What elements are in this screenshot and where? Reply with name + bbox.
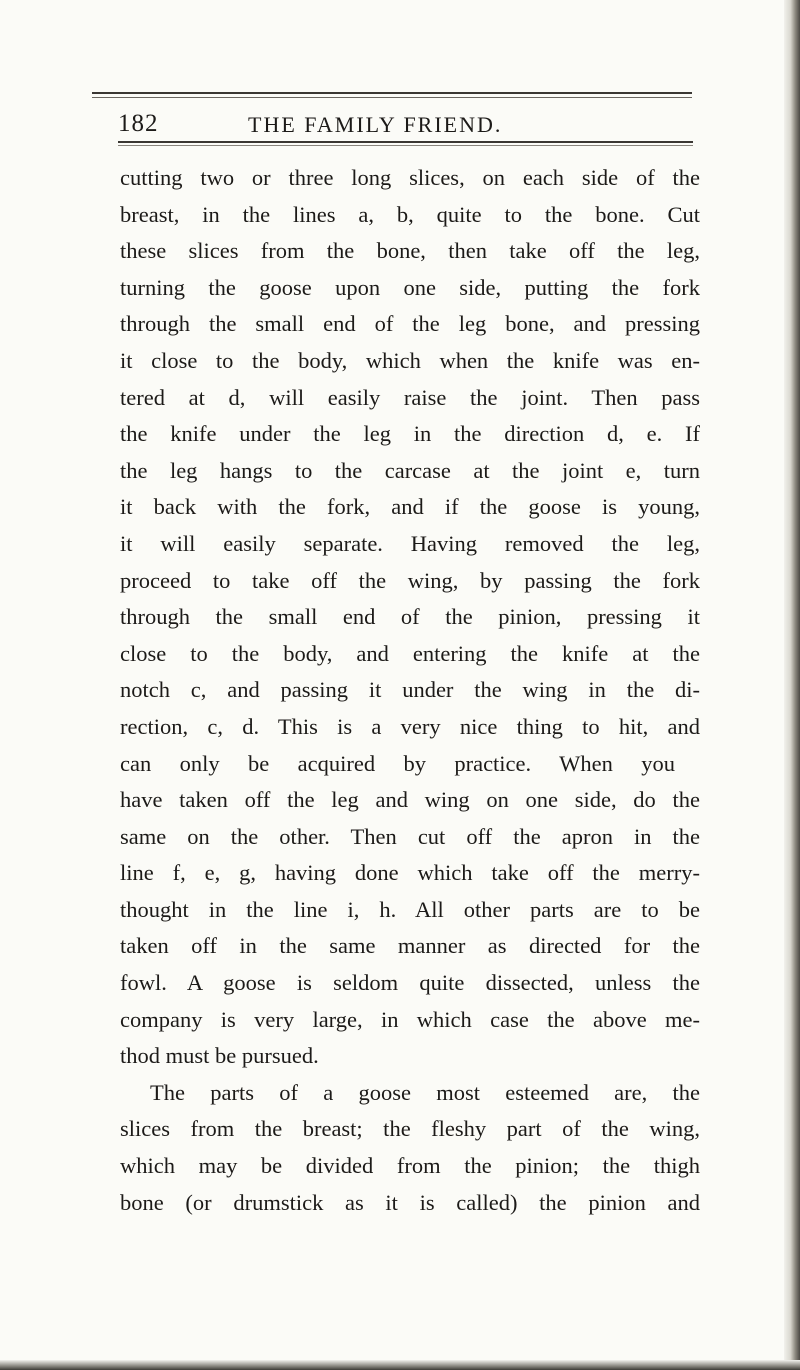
text-line: cutting two or three long slices, on each side of the <box>120 165 700 190</box>
text-line: tered at d, will easily raise the joint. Then pass <box>120 384 700 410</box>
text-line: thought in the line i, h. All other parts are to be <box>120 896 700 922</box>
text-line: same on the other. Then cut off the apron in the <box>120 823 700 849</box>
text-line: have taken off the leg and wing on one side, do the <box>120 787 700 813</box>
text-line: taken off in the same manner as directed for the <box>120 933 700 959</box>
text-line: it back with the fork, and if the goose is young, <box>120 494 700 520</box>
text-line: rection, c, d. This is a very nice thing to hit, and <box>120 713 700 739</box>
text-line: which may be divided from the pinion; the thigh <box>120 1153 700 1179</box>
text-line: it will easily separate. Having removed the leg, <box>120 530 700 556</box>
text-line: breast, in the lines a, b, quite to the bone. Cut <box>120 201 700 227</box>
running-head-title: THE FAMILY FRIEND. <box>248 112 503 137</box>
text-line: turning the goose upon one side, putting the fork <box>120 274 700 300</box>
header-rule-bottom <box>118 141 693 143</box>
text-line: through the small end of the pinion, pressing it <box>120 604 700 630</box>
text-line: the knife under the leg in the direction d, e. If <box>120 421 700 447</box>
text-line: proceed to take off the wing, by passing the fork <box>120 567 700 593</box>
text-line: close to the body, and entering the knife at the <box>120 640 700 666</box>
text-line: through the small end of the leg bone, and pressing <box>120 311 700 337</box>
text-line: The parts of a goose most esteemed are, the <box>150 1079 700 1105</box>
header-rule-bottom-thin <box>118 145 693 146</box>
text-line: company is very large, in which case the above me- <box>120 1006 700 1032</box>
text-line: these slices from the bone, then take off the leg, <box>120 238 700 264</box>
text-line: notch c, and passing it under the wing in the di- <box>120 677 700 703</box>
text-line: the leg hangs to the carcase at the joint e, turn <box>120 457 700 483</box>
text-line: bone (or drumstick as it is called) the pinion and <box>120 1189 700 1215</box>
text-line: can only be acquired by practice. When you <box>120 750 675 776</box>
page-number: 182 <box>118 110 159 137</box>
text-line: slices from the breast; the fleshy part of the wing, <box>120 1116 700 1142</box>
text-line: line f, e, g, having done which take off the merry- <box>120 860 700 886</box>
text-line: thod must be pursued. <box>120 1043 319 1069</box>
page-edge-shadow <box>784 0 800 1370</box>
header-rule-top <box>92 92 692 94</box>
text-line: it close to the body, which when the knife was en- <box>120 347 700 373</box>
body-text <box>120 160 700 1221</box>
text-line: fowl. A goose is seldom quite dissected, unless the <box>120 970 700 996</box>
header-rule-thin <box>92 97 692 98</box>
page-bottom-edge <box>0 1360 800 1370</box>
